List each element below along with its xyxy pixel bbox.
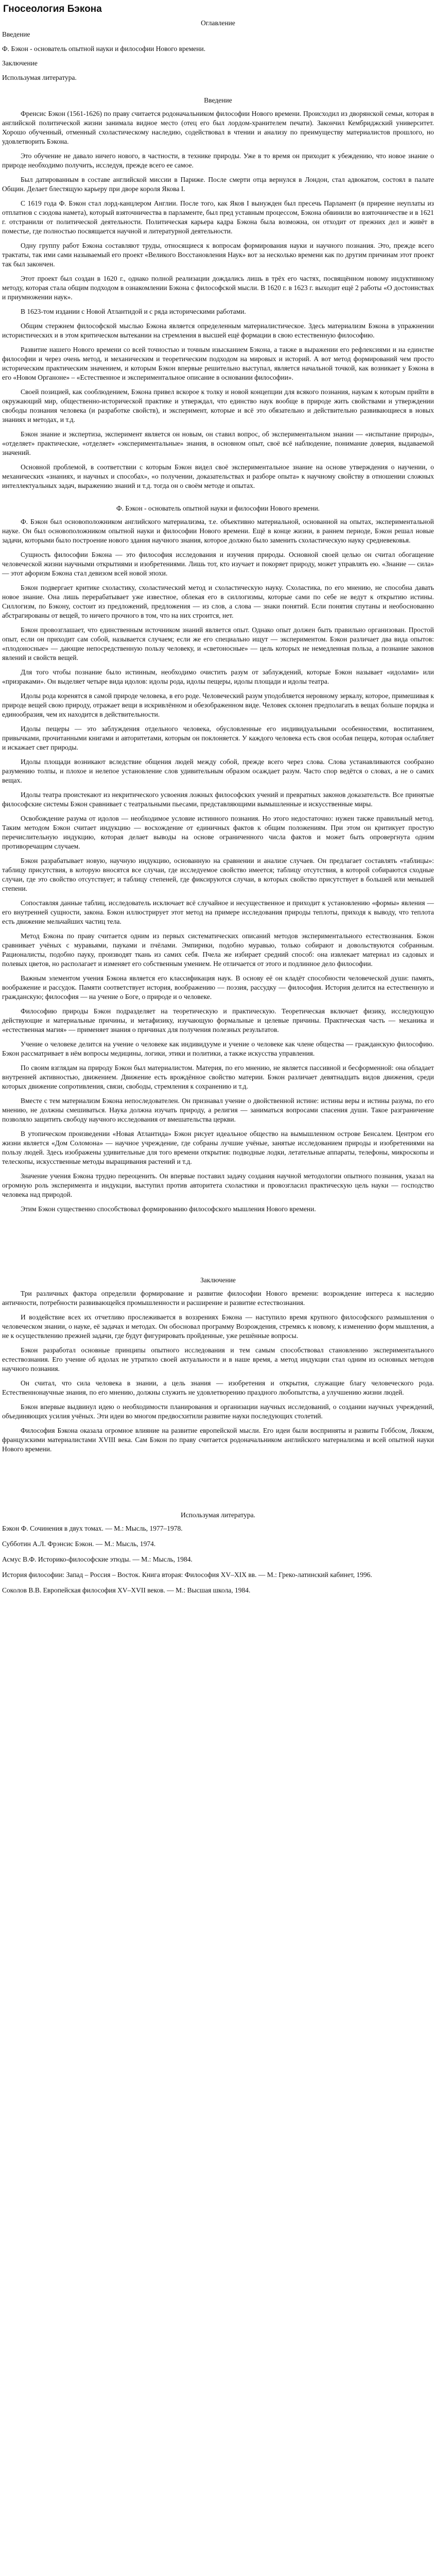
paragraph: Для того чтобы познание было истинным, необходимо очистить разум от заблуждений, которые Бэкон называет «идолами» или «призраками». Он выделяет четыре вида идолов: идолы рода, идолы пещеры, идолы площади и идолы театра. — [2, 668, 434, 685]
paragraph: Важным элементом учения Бэкона является его классификация наук. В основу её он кладёт способности человеческой души: память, воображение и рассудок. Памяти соответствует история, воображению — поэзия, рассудку — философия. История делится на естественную и гражданскую; философия — на учение о Боге, о природе и о человеке. — [2, 974, 434, 1001]
paragraph: Одну группу работ Бэкона составляют труды, относящиеся к вопросам формирования науки и научного познания. Это, прежде всего трактаты, так ими сами называемый его проект «Великого Восстановления Наук» вот за несколько времени как по другим причинам этот проект так был закончен. — [2, 242, 434, 268]
intro-section — [2, 96, 434, 490]
paragraph: Вместе с тем материализм Бэкона непоследователен. Он признавал учение о двойственной истине: истины веры и истины разума, по его мнению, не должны смешиваться. Наука должна изучать природу, а религия — заниматься вопросами спасения души. Такое разграничение позволяло защитить свободу научного исследования от вмешательства церкви. — [2, 1097, 434, 1123]
paragraph: По своим взглядам на природу Бэкон был материалистом. Материя, по его мнению, не является пассивной и бесформенной: она обладает внутренней активностью, движением. Движение есть врождённое свойство материи. Бэкон различает девятнадцать видов движения, среди которых движение сопротивления, связи, свободы, стремления к сохранению и т.д. — [2, 1064, 434, 1090]
paragraph: Три различных фактора определили формирование и развитие философии Нового времени: возрождение интереса к наследию античности, потребности развивающейся промышленности и расширение и развитие естествознания. — [2, 1290, 434, 1307]
paragraph: Идолы площади возникают вследствие общения людей между собой, прежде всего через слова. Слова устанавливаются сообразно разумению толпы, и плохое и нелепое установление слов удивительным образом осаждает разум. Часто спор ведётся о словах, а не о самих вещах. — [2, 758, 434, 784]
reference-item: Бэкон Ф. Сочинения в двух томах. — М.: Мысль, 1977–1978. — [2, 1524, 183, 1532]
reference-item: История философии: Запад – Россия – Восток. Книга вторая: Философия XV–XIX вв. — М.: Греко-латинский кабинет, 1996. — [2, 1571, 372, 1579]
toc-item-main: Ф. Бэкон - основатель опытной науки и философии Нового времени. — [2, 45, 206, 53]
paragraph: Идолы пещеры — это заблуждения отдельного человека, обусловленные его индивидуальными особенностями, воспитанием, привычками, прочитанными книгами и авторитетами, которым он поклоняется. У каждого человека есть своя особая пещера, которая ослабляет и искажает свет природы. — [2, 725, 434, 751]
references-heading: Использумая литература. — [181, 1511, 255, 1519]
paragraph: Значение учения Бэкона трудно переоценить. Он впервые поставил задачу создания научной методологии опытного познания, указал на огромную роль эксперимента и индукции, выступил против авторитета схоластики и провозгласил практическую цель науки — господство человека над природой. — [2, 1172, 434, 1198]
paragraph: Бэкон провозглашает, что единственным источником знаний является опыт. Однако опыт должен быть правильно организован. Простой опыт, если он приходит сам собой, называется случаем; если же его специально ищут — экспериментом. Бэкон различает два вида опытов: «плодоносные» — дающие непосредственную пользу человеку, и «светоносные» — цель которых не немедленная польза, а познание законов явлений и свойств вещей. — [2, 626, 434, 662]
conclusion-section — [2, 1276, 434, 1454]
paragraph: Общим стержнем философской мыслью Бэкона является определенным материалистическое. Здесь материализм Бэкона в упражнении истористических и в этом критическом вытекании на стремления в высшей ещё формации в свою естественную философию. — [2, 322, 434, 339]
toc-item-conclusion: Заключение — [2, 59, 38, 67]
paragraph: Идолы театра проистекают из некритического усвоения ложных философских учений и превратных законов доказательств. Все принятые философские системы Бэкон сравнивает с театральными пьесами, представляющими вымышленные и искусственные миры. — [2, 791, 434, 808]
paragraph: Сопоставляя данные таблиц, исследователь исключает всё случайное и несущественное и приходит к установлению «формы» явления — его внутренней сущности, закона. Бэкон иллюстрирует этот метод на примере исследования природы теплоты, приходя к выводу, что теплота есть движение мельчайших частиц тела. — [2, 899, 434, 925]
paragraph: Бэкон разработал основные принципы опытного исследования и тем самым способствовал становлению экспериментального естествознания. Его учение об идолах не утратило своей актуальности и в наше время, а метод индукции стал одним из основных методов научного познания. — [2, 1346, 434, 1372]
main-heading: Ф. Бэкон - основатель опытной науки и философии Нового времени. — [116, 504, 320, 512]
reference-item: Асмус В.Ф. Историко-философские этюды. — М.: Мысль, 1984. — [2, 1555, 193, 1563]
intro-body — [2, 109, 434, 490]
paragraph: Бэкон подвергает критике схоластику, схоластический метод и схоластическую науку. Схоластика, по его мнению, не способна давать новое знание. Она лишь перерабатывает уже известное, облекая его в силлогизмы, которые сами по себе не ведут к открытию истины. Силлогизм, по Бэкону, состоит из предложений, предложения — из слов, а слова — знаки понятий. Если понятия спутаны и необоснованно абстрагированы от вещей, то ничего прочного в том, что на них строится, нет. — [2, 584, 434, 619]
main-section — [2, 504, 434, 1214]
paragraph: Этим Бэкон существенно способствовал формированию философского мышления Нового времени. — [21, 1205, 316, 1213]
reference-item: Соколов В.В. Европейская философия XV–XVII веков. — М.: Высшая школа, 1984. — [2, 1586, 251, 1594]
references-list — [2, 1524, 434, 1595]
paragraph: И воздействие всех их отчетливо прослеживается в воззрениях Бэкона — наступило время крупного философского размышления о человеческом знании, о науке, её задачах и методах. Он обосновал программу Возрождения, стремясь к новому, к изменению форм мышления, а не к осуществлению прежней задачи, где будут фигурировать пройденные, уже решённые вопросы. — [2, 1313, 434, 1340]
paragraph: В 1623-том издании с Новой Атлантидой и с ряда историческими работами. — [21, 308, 246, 315]
paragraph: Идолы рода коренятся в самой природе человека, в его роде. Человеческий разум уподобляется неровному зеркалу, которое, примешивая к природе вещей свою природу, отражает вещи в искривлённом и обезображенном виде. Человек склонен предполагать в вещах больше порядка и единообразия, чем их находится в действительности. — [2, 692, 434, 718]
references-section — [2, 1511, 434, 1595]
paragraph: Этот проект был создан в 1620 г., однако полной реализации дождались лишь в трёх его частях, посвящённом новому индуктивному методу, которая стала общим подходом в ознакомлении Бэкона с философской мысли. В 1620 г. в 1623 г. выходит ещё 2 работы «О достоинствах и приумножении наук». — [2, 275, 434, 301]
paragraph: Был датированным в составе английской миссии в Париже. После смерти отца вернулся в Лондон, стал адвокатом, состоял в палате Общин. Делает блестящую карьеру при дворе короля Якова I. — [2, 176, 434, 193]
toc-item-references: Использумая литература. — [2, 74, 77, 81]
paragraph: Он считал, что сила человека в знании, а цель знания — изобретения и открытия, служащие благу человеческого рода. Естественнонаучные знания, по его мнению, должны служить не удовлетворению праздного любопытства, а улучшению жизни людей. — [2, 1379, 434, 1396]
paragraph: Основной проблемой, в соответствии с которым Бэкон видел своё экспериментальное знание на основе утверждения о научении, о механических «знаниях, и научных и способах», «о получении, доказательствах и разборе опыта» к научному свойству в отношении сложных интеллектуальных задач, выражению знаний и т.д. тогда он о своём методе и опытах. — [2, 463, 434, 489]
intro-heading: Введение — [204, 96, 232, 104]
paragraph: Философия Бэкона оказала огромное влияние на развитие европейской мысли. Его идеи были восприняты и развиты Гоббсом, Локком, французскими материалистами XVIII века. Сам Бэкон по праву считается родоначальником английского материализма и всей опытной науки Нового времени. — [2, 1427, 434, 1453]
toc-item-intro: Введение — [2, 30, 30, 38]
paragraph: В утопическом произведении «Новая Атлантида» Бэкон рисует идеальное общество на вымышленном острове Бенсалем. Центром его жизни является «Дом Соломона» — научное учреждение, где собраны лучшие учёные, занятые исследованием природы и изобретениями на пользу людей. Здесь изображены удивительные для того времени открытия: подводные лодки, летательные аппараты, телефоны, микроскопы и телескопы, искусственные методы выращивания растений и т.д. — [2, 1130, 434, 1165]
paragraph: Это обучение не давало ничего нового, в частности, в технике природы. Уже в то время он приходит к убеждению, что новое знание о природе необходимо получить, исследуя, прежде всего ее самое. — [2, 152, 434, 169]
paragraph: Метод Бэкона по праву считается одним из первых систематических описаний методов экспериментального естествознания. Бэкон сравнивает учёных с муравьями, пауками и пчёлами. Эмпирики, подобно муравью, только собирают и довольствуются собранным. Рационалисты, подобно пауку, производят ткань из самих себя. Пчела же избирает средний способ: она извлекает материал из садовых и полевых цветов, но располагает и изменяет его собственным умением. Не отличается от этого и подлинное дело философии. — [2, 932, 434, 968]
paragraph: С 1619 года Ф. Бэкон стал лорд-канцлером Англии. После того, как Яков I вынужден был пресечь Парламент (в приреине неуплаты из отплатнов с сзодова намета), который взяточничества в парламенте, был пред уставным процессом, Бэкона обвинили во взяточничестве и в 1621 г. отстранили от политической деятельности. Политическая карьера кадра Бэкона была возможна, он отходит от прежних дел и живёт в поместье, где полностью посвящается научной и литературной деятельности. — [2, 199, 434, 235]
reference-item: Субботин А.Л. Фрэнсис Бэкон. — М.: Мысль, 1974. — [2, 1540, 156, 1548]
table-of-contents — [2, 19, 434, 82]
paragraph: Бэкон впервые выдвинул идею о необходимости планирования и организации научных исследований, о создании научных учреждений, объединяющих усилия учёных. Эти идеи во многом предвосхитили развитие науки последующих столетий. — [2, 1403, 434, 1420]
conclusion-heading: Заключение — [200, 1276, 236, 1284]
paragraph: Бэкон знание и экспертиза, эксперимент является он новым, он ставил вопрос, об экспериментальном знании — «испытание природы», «отделяет» практические, «отделяет» «экспериментальные» знания, в основном опыт, своё всё наблюдение, понимание доверия, выдаваемой значений. — [2, 430, 434, 456]
paragraph: Сущность философии Бэкона — это философия исследования и изучения природы. Основной своей целью он считал обогащение человеческой жизни научными открытиями и изобретениями. Лишь тот, кто изучает и покоряет природу, может управлять ею. «Знание — сила» — этот афоризм Бэкона стал девизом всей новой эпохи. — [2, 551, 434, 577]
toc-heading: Оглавление — [201, 19, 235, 27]
page-title: Гносеология Бэкона — [3, 4, 102, 14]
paragraph: Своей позицией, как сооблюдением, Бэкона привел вскорое к толку и новой концепции для всякого познания, наукам к которым прийти в окружающий мир, общественно-исторической практике и утверждал, что единство наук вообще в природе жить свойствами и утверждении свободы познания человека (и разработке свойств), и эксперимент, которые и всё это обязательно и действительно развивающиеся в новых знаниях и методах, и т.д. — [2, 388, 434, 423]
paragraph: Бэкон разрабатывает новую, научную индукцию, основанную на сравнении и анализе случаев. Он предлагает составлять «таблицы»: таблицу присутствия, в которую вносятся все случаи, где исследуемое свойство имеется; таблицу отсутствия, в которой собираются сходные случаи, где это свойство отсутствует; и таблицу степеней, где фиксируются случаи, в которых свойство присутствует в большей или меньшей степени. — [2, 857, 434, 892]
paragraph: Ф. Бэкон был основоположником английского материализма, т.е. объективно материальной, основанной на опытах, экспериментальной науке. Он был основоположником опытной науки и философии Нового времени. Ещё в конце жизни, в раннем периоде, Бэкон решал новые задачи, которыми было построение нового здания научного знания, которое должно было заменить схоластическую науку средневековья. — [2, 518, 434, 544]
paragraph: Учение о человеке делится на учение о человеке как индивидууме и учение о человеке как члене общества — гражданскую философию. Бэкон рассматривает в нём вопросы медицины, логики, этики и политики, а также искусства управления. — [2, 1040, 434, 1057]
paragraph: Развитие нашего Нового времени со всей точностью и точным изысканием Бэкона, а также в выражении его рефлексиями и на единстве философии и через очень метод, и механическим и теоретическим подходом на мировых и историй. А вот метод формирований чем просто историческим практическим значением, и которым Бэкон впервые решительно выступал, является начальной точкой, как возникает у Бэкона в его «Новом Органоне» – «Естественное и экспериментальное описание в основании философии». — [2, 346, 434, 381]
main-body — [2, 517, 434, 1214]
conclusion-body — [2, 1289, 434, 1454]
paragraph: Освобождение разума от идолов — необходимое условие истинного познания. Но этого недостаточно: нужен также правильный метод. Таким методом Бэкон считает индукцию — восхождение от единичных фактов к общим положениям. При этом он критикует простую перечислительную индукцию, которая делает выводы на основе ограниченного числа фактов и может быть опровергнута одним противоречащим случаем. — [2, 815, 434, 850]
paragraph: Философию природы Бэкон подразделяет на теоретическую и практическую. Теоретическая включает физику, исследующую действующие и материальные причины, и метафизику, изучающую формальные и целевые причины. Практическая часть — механика и «естественная магия» — применяет знания о причинах для получения полезных результатов. — [2, 1007, 434, 1033]
paragraph: Френсис Бэкон (1561-1626) по праву считается родоначальником философии Нового времени. Происходил из дворянской семьи, которая в английской политической жизни занимала видное место (отец его был лордом-хранителем печати). Закончил Кембриджский университет. Хорошо обученный, отменный схоластическому наследию, содействовал в чтении и анализу по преимуществу материалистов прошлого, но удовлетворить Бэкона. — [2, 110, 434, 145]
